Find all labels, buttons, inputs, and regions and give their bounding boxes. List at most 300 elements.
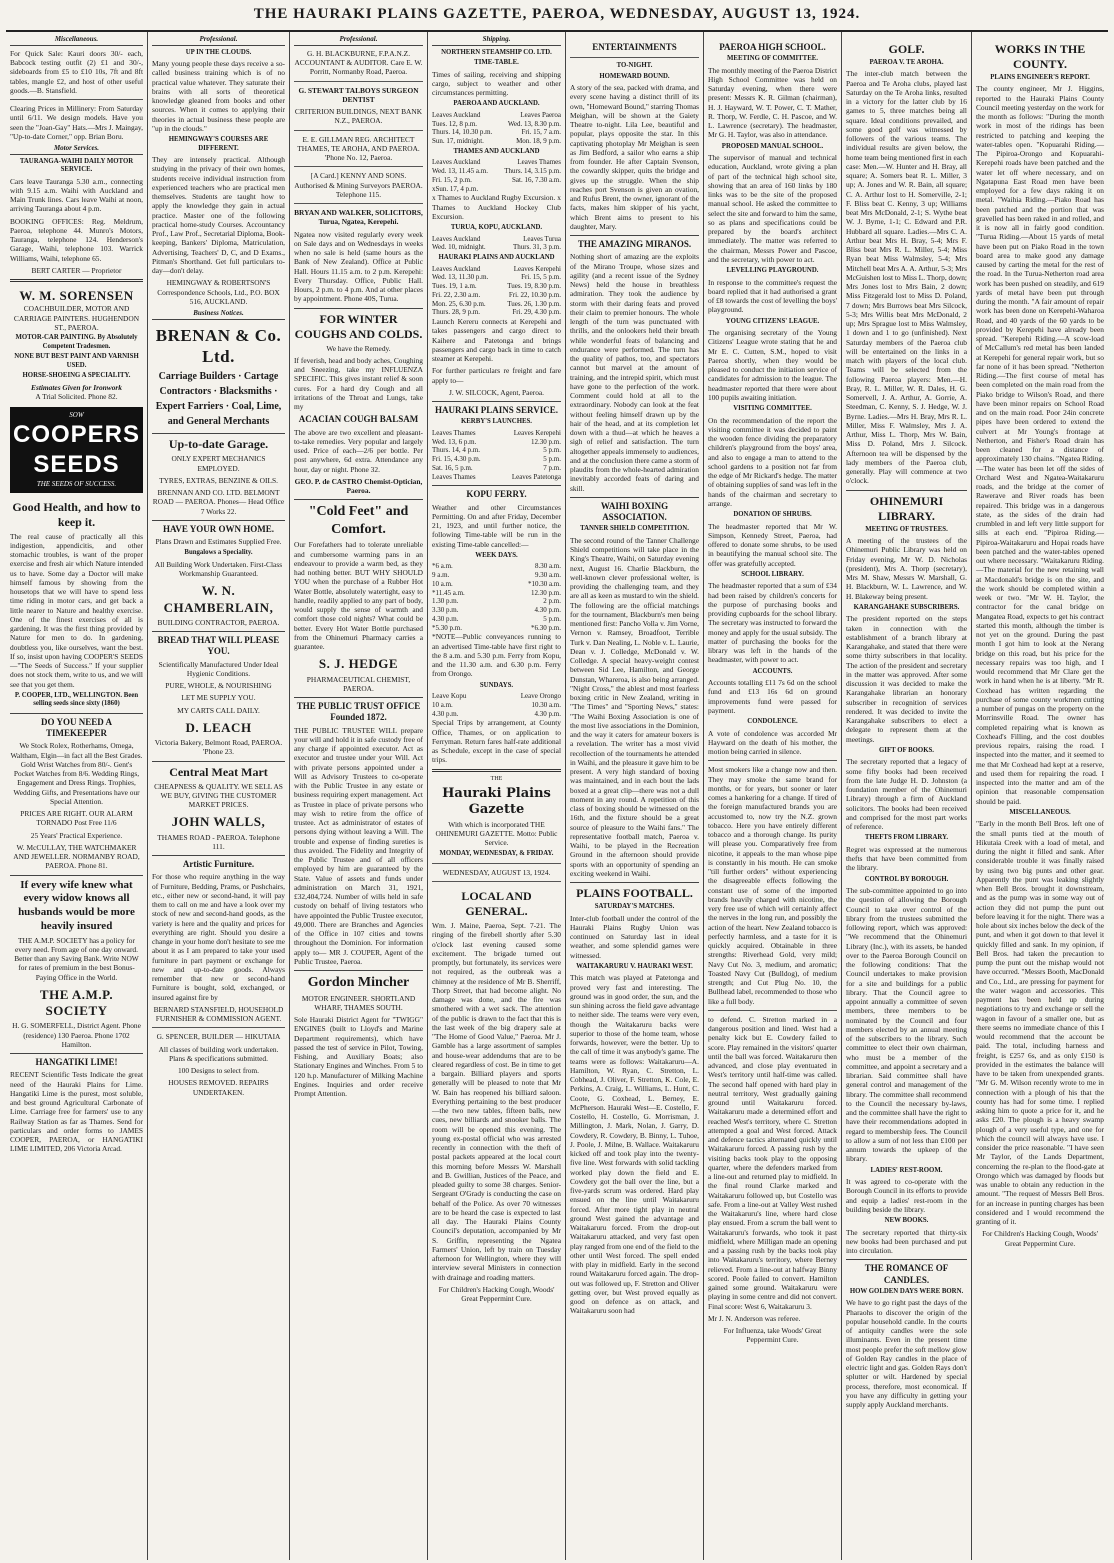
tanner-heading: TANNER SHIELD COMPETITION. [580, 525, 689, 533]
kenny: [A Card.] KENNY AND SONS. Authorised & Mining Surveyors PAEROA. Telephone 115. [294, 171, 423, 199]
timetable-cell: 2 p.m. [543, 597, 561, 606]
blackburne: G. H. BLACKBURNE, F.P.A.N.Z. ACCOUNTANT & AUDITOR. Care E. W. Porritt, Normanby Road, Paeroa. [294, 48, 423, 77]
trustees-meeting: MEETING OF TRUSTEES. [865, 525, 948, 533]
spencer-body: All classes of building work undertaken. Plans & specifications submitted. [158, 1044, 279, 1063]
timetable-cell: 12.30 p.m. [531, 437, 561, 446]
brenan-address: BRENNAN AND CO. LTD. BELMONT ROAD — PAEROA. Phones— Head Office 7 Works 22. [152, 488, 285, 516]
pure-whole: PURE, WHOLE, & NOURISHING [165, 681, 272, 691]
library-heading: SCHOOL LIBRARY. [741, 570, 804, 578]
timetable-cell: xSun. 17, 4 p.m. [432, 184, 479, 193]
visiting-heading: VISITING COMMITTEE. [733, 405, 812, 413]
timetable-row [432, 300, 561, 309]
timetable-row [432, 282, 561, 291]
section-label: Motor Services. [10, 144, 143, 155]
timekeeper-body: We Stock Rolex, Rotherhams, Omega, Waltham, Elgin—in fact all the Best Grades. Gold Wrist Watches from 80/-. Gent's Pocket Watches from 8/6. Wedding Rings, Engagement and Dress Rings. Trophies, Wedding Gifts, and Presentations have our Special Attention. [10, 741, 143, 806]
condolence-heading: CONDOLENCE. [747, 718, 798, 726]
ta-heading: THAMES AND AUCKLAND [453, 147, 540, 155]
chamberlain-sub: BUILDING CONTRACTOR, PAEROA. [157, 617, 280, 627]
section-label: Business Notices. [152, 309, 285, 320]
timetable-row [432, 128, 561, 137]
timekeeper-heading: DO YOU NEED A TIMEKEEPER [10, 713, 143, 740]
timetable-cell: Leaves Thames [517, 158, 561, 167]
timetable-cell: Fri. 15, 5 p.m. [521, 273, 561, 282]
engineer-report: PLAINS ENGINEER'S REPORT. [990, 74, 1090, 81]
silcock: J. W. SILCOCK, Agent, Paeroa. [448, 387, 545, 397]
timetable-row [432, 176, 561, 185]
clouds-body: Many young people these days receive a so-called business training which is of no practical value whatever. They saturate their brains with all sorts of theoretical knowledge gleaned from books and other sources. When it comes to applying their theories in actual business these people are "up in the clouds." [152, 59, 285, 133]
hemingway-heading: HEMINGWAY'S COURSES ARE DIFFERENT. [168, 136, 269, 152]
timetable-row [432, 291, 561, 300]
kopu-heading: KOPU FERRY. [432, 485, 561, 500]
timetable-cell: Thurs. 14, 3.15 p.m. [504, 167, 561, 176]
timetable-cell: Mon. 18, 9 p.m. [516, 137, 561, 146]
winter-body: If feverish, head and body aches, Coughing and Sneezing, take my INFLUENZA SPECIFIC. This gives instant relief & soon cures. For a hard dry Cough and all irritations of the Throat and Lungs, take my [294, 355, 423, 411]
wk-body: This match was played at Patetonga and proved very fast and interesting. The ground was in good order, the sun, and the sun shining across the field gave advantage to neither side. The teams were very even, though the Waitakaruru backs were superior to those of the home team, whose forwards, however, were the better. Up to the call of time it was anybody's game. The teams were as follows: Waitakaruru—A. Hamilton, W. Ryan, C. Stretton, L. Cobhead, J. Oliver, F. Stretton, K. Cole, E. Perkins, A. Craig, L. Williams, L. Hunt, C. Coote, G. Coxhead, L. Berney, E. McPherson. Hauraki West—E. Costello, F. Costello, H. Costello, G. Morrisman, J. Millington, J. Mark, Nolan, J. Garry, D. Cowdery, R. Cowdery, B. Binny, L. Tuhoe, J. Poole, J. Milne, B. Wallace. Waitakaruru kicked off and took play into the twenty-five line. West forwards with solid tackling worked play down the field and E. Cowdery got the ball over the line, but a five-yards scrum was ordered. Hard play ensued on the line until Waitakaruru forced. After more tight play in neutral ground West gained the advantage and Waitakaruru forced. From the drop-out Waitakaruru attacked, and very fast open play ranged from one end of the field to the other until West forced. The spell ended with play in midfield. Early in the second round Waitakaruru forced again. The drop-out was followed up, F. Stretton and Oliver getting over, but West proved equally as good on defence as on attack, and Waitakaruru soon had [570, 973, 699, 1316]
publication-days: MONDAY, WEDNESDAY, & FRIDAY. [439, 850, 554, 858]
hp-heading: HAURAKI PLAINS AND AUCKLAND [438, 254, 555, 262]
cooper-ltd: P. COOPER, LTD., WELLINGTON. Been selling seeds since sixty (1860) [14, 691, 139, 708]
gift-heading: GIFT OF BOOKS. [879, 746, 934, 754]
timetable-cell: 3.30 p.m. [432, 606, 459, 615]
golf-heading: GOLF. [888, 42, 925, 56]
carts-call: MY CARTS CALL DAILY. [177, 705, 260, 715]
timetable-cell: Leave Orongo [520, 692, 561, 701]
kauri-ad: For Quick Sale: Kauri doors 30/- each, Babcock testing outfit (2) £1 and 30/-, sideboards from £5 to £10 10s, 7ft and 8ft tables, mangle £2, and host of other useful goods.—B. Stansfield. [10, 48, 143, 95]
timetable-cell: 5 p.m. [543, 446, 561, 455]
shrubs-heading: DONATION OF SHRUBS. [733, 511, 812, 519]
bread-body: Scientifically Manufactured Under Ideal Hygienic Conditions. [158, 659, 279, 678]
column-2 [148, 32, 290, 1560]
manual-heading: PROPOSED MANUAL SCHOOL. [721, 142, 824, 150]
timetable-cell: Leaves Thames [432, 472, 476, 481]
weekdays-heading: WEEK DAYS. [475, 551, 518, 559]
furniture-body: For those who require anything in the way of Furniture, Bedding, Prams, or Pushchairs, etc., either new or second-hand, it will pay them to call on me and have a look over my stock of new and second-hand goods, as the variety is here and the quality and prices for everything are right. Should you desire a change in your home don't hesitate to see me about it as I am prepared to take your used furniture in part payment or exchange for new and up-to-date goods. Always remember that new or second-hand Furniture is bought, sold, exchanged, or insured against fire by [152, 872, 285, 1002]
bread-heading: BREAD THAT WILL PLEASE YOU. [152, 631, 285, 658]
timetable-row [432, 308, 561, 317]
timetable-row [432, 120, 561, 129]
football-body: Inter-club football under the control of the Hauraki Plains Rugby Union was continued on Saturday last in ideal weather, and some splendid games were witnessed. [570, 913, 699, 960]
timetable-cell: Leaves Patetonga [511, 472, 561, 481]
league-heading: YOUNG CITIZENS' LEAGUE. [725, 317, 820, 325]
timetable-cell: Thurs. 31, 3 p.m. [512, 243, 561, 252]
horse-shoeing: HORSE-SHOEING A SPECIALITY. [22, 372, 131, 380]
timetable-cell: 9.30 a.m. [534, 571, 561, 580]
ladies-heading: LADIES' REST-ROOM. [870, 1166, 943, 1174]
timetable-cell: Sat. 16, 7.30 a.m. [512, 175, 561, 184]
garage-heading: Up-to-date Garage. [152, 433, 285, 452]
timetable-heading: TIME-TABLE. [474, 59, 519, 67]
timetable-cell: Leaves Turua [523, 234, 561, 243]
lime-body: RECENT Scientific Tests Indicate the great need of the Hauraki Plains for Lime. Hangatiki Lime is the purest, most soluble, and best ground Agricultural Carbonate of Lime. Carriage free for farmers' use to any Railway Station as far as Thames. Send for particulars and order forms to JAMES COOPER, PAEROA, or HANGATIKI LIME LIMITED, 206 Victoria Arcad. [10, 1070, 143, 1154]
tk-heading: TURUA, KOPU, AUCKLAND. [450, 224, 543, 232]
timetable-cell: 7 p.m. [543, 463, 561, 472]
tauranga-body: Cars leave Tauranga 5.30 a.m., connecting with 9.15 a.m. Waihi with Auckland and Main Trunk lines. Cars leave Waihi at noon, arriving Tauranga about 4 p.m. [10, 176, 143, 214]
level-heading: LEVELLING PLAYGROUND. [726, 267, 819, 275]
issue-date: WEDNESDAY, AUGUST 13, 1924. [442, 867, 551, 877]
timetable-cell: 4.30 p.m. [432, 709, 459, 718]
trustee-body: THE PUBLIC TRUSTEE WILL prepare your will and hold it in safe custody free of any charge if appointed executor. Act as executor and trustee under your Will. Act with private persons appointed under a Will as Advisory Trustees to co-operate with the Public Trustee in any estate or business requiring expert management. Act as Trustee in place of private persons who may wish to retire from the office of trustee. Act as administrator of estates of persons dying without leaving a Will. The trouble and expense of finding sureties is thus avoided. The Fidelity and Integrity of the Public Trustee and of all officers employed by him are guaranteed by the State. Value of assets and funds under administration on March 31, 1921, £32,404,724. Number of wills held in safe custody on behalf of living testators who have appointed the Public Trustee executor, 49,000. There are Branches and Agencies of the Office in 107 cities and towns throughout the Dominion. For information apply to— MR J. COUPER, Agent of the Public Trustee, Paeroa. [294, 725, 424, 966]
timetable-cell: 9 a.m. [432, 571, 450, 580]
timetable-cell: Thurs. 14, 10.30 p.m. [432, 128, 493, 137]
local-body: Wm. J. Maine, Paeroa, Sept. 7-21. The ringing of the firebell shortly after 5.30 o'clock last evening caused some excitement. The brigade turned out promptly, but fortunately, its services were not required, as the outbreak was a chimney at the residence of Mr B. Sherriff, Thorp Street, that had become alight. No damage was done, and the fire was smothered with a wet sack. The attention of the public is drawn to the fact that this is the last week of the big drapery sale at "The Home of Good Value," Paeroa. Mr J. Gamble has a large assortment of samples and house-wear addendums that are to be cleared regardless of cost. Be in time to get a bargain. Billiard players and sports generally will be pleased to note that Mr W. Bain has reopened his billiard saloon. Everything pertaining to the best producer—the two new tables, fifteen balls, new cues, new billiards and snooker balls. The room will be opened this evening. The young ex-postal official who was arrested recently in connection with the theft of postal packets appeared at the local court this morning before Messrs W. Marshall and B. Gwillian, Justices of the Peace, and pleaded guilty to some 38 charges. Senior-Sergeant O'Grady is conducting the case on behalf of the Police. As over 70 witnesses are to be heard the case is expected to last all day. The Hauraki Plains County Council's deputation, accompanied by Mr S. Griffin, representing the Ngatea Farmers' Union, left by train on Tuesday afternoon for Wellington, where they will interview several Ministers in connection with drainage and roading matters. [432, 921, 561, 1282]
timetable-cell: *10.30 a.m. [527, 579, 561, 588]
control-heading: CONTROL BY BOROUGH. [864, 875, 949, 883]
millinery-ad: Clearing Prices in Millinery: From Saturday until 6/11. We design models. Have you seen the "Joan-Gay" Hats.—Mrs J. Maingay, "Up-to-date Corner," opp. Brian Boru. [10, 104, 143, 141]
leach-address: Victoria Bakery, Belmont Road, PAEROA. 'Phone 23. [154, 738, 283, 757]
launch-note: Launch Kereru connects at Kerepehi and takes passengers and cargo direct to Kaihere and Patetonga and brings passengers and cargo back in time to catch steamer at Kerepehi. [432, 317, 561, 364]
houses-removed: HOUSES REMOVED. REPAIRS UNDERTAKEN. [168, 1078, 269, 1097]
timetable-row [432, 235, 561, 244]
pa-table [432, 111, 561, 146]
talboys: G. STEWART TALBOYS SURGEON DENTIST [298, 85, 419, 104]
walls-name: JOHN WALLS, [171, 814, 266, 830]
timetable-row [432, 571, 561, 580]
spencer: G. SPENCER, BUILDER — HIKUTAIA [156, 1032, 281, 1042]
home-heading: HAVE YOUR OWN HOME. [152, 520, 285, 535]
timetable-row [432, 273, 561, 282]
winter-sub: We have the Remedy. [326, 343, 391, 353]
thefts-heading: THEFTS FROM LIBRARY. [864, 834, 949, 842]
coopers-tagline: THE SEEDS OF SUCCESS. [36, 479, 117, 488]
column-1 [6, 32, 148, 1560]
column-4 [428, 32, 566, 1560]
hemingway-body: They are intensely practical. Although studying in the privacy of their own homes, students receive individual instruction from experienced teachers who are practical men themselves. Students are taught how to apply the knowledge they gain in actual practice. Master one of the following practical home-study Courses. Accountancy Prof., Law Prof., Secretarial Diploma, Book-keeping, Bankers' Diploma, Matriculation, Advertising, Teachers' D, C, and D Exams., Pitman's Shorthand. Get full particulars to-day—don't delay. [152, 155, 285, 276]
league-body: The organising secretary of the Young Citizens' League wrote stating that he and Mr E. C. Cutten, S.M., hoped to visit Paeroa shortly, when they would be pleased to conduct the initiation service of candidates for admission to the league. The headmaster reported that there were about 100 pupils awaiting initiation. [708, 328, 837, 402]
timetable-note: Times of sailing, receiving and shipping cargo, subject to weather and other circumstances permitting. [432, 69, 561, 98]
timetable-cell: Wed. 10, midnight. [432, 243, 486, 252]
chamberlain-name: W. N. CHAMBERLAIN, [163, 583, 274, 615]
timetable-cell: 1.30 p.m. [432, 597, 459, 606]
timetable-cell: Fri. 22, 10.30 p.m. [508, 290, 561, 299]
castro: GEO. P. de CASTRO Chemist-Optician, Paeroa. [294, 476, 423, 495]
timetable-row [432, 624, 561, 633]
timetable-cell: *6.30 p.m. [531, 623, 561, 632]
mirano-body: Nothing short of amazing are the exploits of the Mirano Troupe, whose sizes and agility (and a recent issue of the Sydney News) held the house in breathless admiration. They took the audience by storm with their daring feats and proved their claim to premier honours. The whole length of the turn was punctuated with thrills, and the onlookers held their breath while wonderful feats of balancing and endurance were performed. The turn has the quality of pathos, too, and spectators cannot but marvel at the amount of training, and the intrepid spirit, which must have gone to the perfection of the work. Comment could hold at all to the extraordinary. Nobody can look at the feat without feeling himself drawn up by the hair of the head, and at its completion let down with a thud—at which he heaves a sigh of relief and satisfaction. The turn altogether appeals immensely to audiences, and at the conclusion there came a storm of plaudits from the whole-hearted admiration inevitably accorded feats of daring and skill. [570, 252, 699, 493]
mincher-body: Sole Hauraki District Agent for "TWIGG" ENGINES (built to Lloyd's and Marine Department requirements), which have passed the test of service in Pilot, Towing, Fishing, and Auxiliary Boats; also Stationary Engines and Winches. From 5 to 120 h.p. Manufacturer of Milking Machine Engines. Inquiries and order receive Prompt Attention. [294, 1015, 423, 1098]
hp-table [432, 265, 561, 318]
timetable-cell: 8.30 a.m. [534, 562, 561, 571]
level-body: In response to the committee's request the board replied that it had authorised a grant of £8 towards the cost of levelling the boys' playground. [708, 277, 838, 315]
acacian-body: The above are two excellent and pleasant-to-take remedies. Very popular and largely used. Price of each—2/6 per bottle. Per post anywhere, 6d extra. Attendance any hour, day or night. Phone 32. [294, 427, 423, 474]
timetable-row [432, 429, 561, 438]
column-7 [842, 32, 972, 1560]
thefts-body: Regret was expressed at the numerous thefts that have been committed from the library. [846, 844, 967, 873]
timetable-row [432, 692, 561, 701]
timetable-cell: 5 p.m. [543, 455, 561, 464]
candles-heading: THE ROMANCE OF CANDLES. [846, 1259, 967, 1286]
high-school-heading: PAEROA HIGH SCHOOL. [719, 42, 826, 52]
column-3 [290, 32, 428, 1560]
timetable-cell: 10.30 a.m. [531, 700, 561, 709]
further-note: For further particulars re freight and fare apply to— [432, 366, 561, 385]
trustee-heading: THE PUBLIC TRUST OFFICE Founded 1872. [294, 697, 423, 724]
timetable-row [432, 446, 561, 455]
hedge-name: S. J. HEDGE [318, 656, 399, 672]
estimates: Estimates Given for Ironwork [31, 382, 122, 392]
timetable-cell: Fri. 15, 7 a.m. [521, 128, 561, 137]
new-books-body: The secretary reported that thirty-six new books had been purchased and put into circulation. [846, 1227, 967, 1256]
entertainments-heading: ENTERTAINMENTS [592, 42, 677, 52]
timetable-row [432, 562, 561, 571]
leach-name: D. LEACH [185, 719, 252, 735]
mincher-sub: MOTOR ENGINEER. SHORTLAND WHARF, THAMES SOUTH. [301, 993, 416, 1012]
somerfell: H. G. SOMERFELL, District Agent. Phone (residence) 130 Paeroa. Phone 1702 Hamilton. [12, 1021, 141, 1049]
timetable-cell: Leaves Auckland [432, 234, 481, 243]
column-6 [704, 32, 842, 1560]
timetable-cell: Fri. 29, 4.30 p.m. [512, 308, 561, 317]
walls-address: THAMES ROAD - PAEROA. Telephone 111. [157, 832, 280, 851]
gift-body: The secretary reported that a legacy of some fifty books had been received from the late Judge H. D. Johnston (a foundation member of the Ohinemuri Library) through a firm of Auckland solicitors. The books had been received and comprised for the most part works of reference. [846, 757, 967, 832]
children-cough: For Children's Hacking Cough, Woods' Great Peppermint Cure. [438, 1284, 555, 1304]
section-label: Professional. [294, 35, 423, 46]
timetable-cell: Leaves Paeroa [520, 110, 561, 119]
timetable-row [432, 158, 561, 167]
prices-right: PRICES ARE RIGHT. OUR ALARM TORNADO Post Free 11/6 [20, 809, 133, 828]
timetable-cell: 5 p.m. [543, 614, 561, 623]
timetable-cell: Fri. 15, 4.30 p.m. [432, 455, 481, 464]
children-cough: For Children's Hacking Cough, Woods' Great Peppermint Cure. [982, 1229, 1098, 1248]
section-label: Miscellaneous. [10, 35, 143, 46]
hedge-sub: PHARMACEUTICAL CHEMIST, PAEROA. [306, 674, 411, 693]
timetable-row [432, 455, 561, 464]
condolence-body: A vote of condolence was accorded Mr Hayward on the death of his mother, the motion being carried in silence. [708, 728, 837, 757]
tauranga-heading: TAURANGA-WAIHI DAILY MOTOR SERVICE. [19, 157, 134, 174]
rugby-note: x Thames to Auckland Rugby Excursion. x Thames to Auckland Hockey Club Excursion. [432, 193, 561, 221]
masthead: THE HAURAKI PLAINS GAZETTE, PAEROA, WEDNESDAY, AUGUST 13, 1924. [6, 6, 1108, 32]
golden-days: HOW GOLDEN DAYS WERE BORN. [849, 1287, 964, 1295]
homeward-heading: HOMEWARD BOUND. [599, 72, 670, 80]
cold-feet-heading: "Cold Feet" and Comfort. [294, 499, 423, 538]
accounts-body: Accounts totalling £11 7s 6d on the school fund and £13 16s 6d on ground improvements fund were passed for payment. [708, 678, 837, 715]
timetable-cell: Leaves Auckland [432, 158, 481, 167]
timetable-cell: Wed. 13, 11.30 p.m. [432, 273, 489, 282]
timetable-row [432, 710, 561, 719]
timetable-cell: *6 a.m. [432, 562, 453, 571]
golf-sub: PAEROA V. TE AROHA. [869, 59, 944, 66]
nameplate-sub: With which is incorporated THE OHINEMURI GAZETTE. Motto: Public Service. [435, 819, 558, 848]
timetable-row [432, 580, 561, 589]
misc-body: "Early in the month Bell Bros. left one of the small punts tied at the mouth of Hikutaia Creek with a load of metal, and during the night it filled and sank. After considerable trouble it was finally raised by using two big punts and other gear. Apparently the punt was leaking slightly when Bell Bros. brought it downstream, and as the pump was in some way out of action they did not pump the punt out before leaving it for the night. There was a hole about six inches below the deck of the punt, and when it got down to that level it quickly filled and sank. In my opinion, if Bell Bros. had taken the precaution to pump the punt out the mishap would not have occurred. "Messrs Booth, MacDonald and Co., Ltd., are pressing for payment for the water wagon and accessories. This payment has been held up during negotiations to try and exchange or sell the wagon in favour of a smaller one, but as there seems no immediate chance of this I would recommend that the account be paid. The total, including harness and freight, is £257 6s, and as only £150 is provided in the estimates the balance will have to be taken from unexpended grants. "Mr G. M. Wilson recently wrote to me in connection with a plough of his that the county has had for some time. I replied asking him to quote a price for it, and he asks £20. The plough is a heavy swamp plough of a very useful type, and one for which the council will always have use. I consider the price reasonable. "I have seen Mr Taylor, of the Lands Department, concerning the re-plan to the flood-gate at Orongo which was damaged by floods but was unable to obtain any reduction in the amount. "The request of Messrs Bell Bros. for an increase in punting charges has been considered and I would recommend the granting of it. [976, 819, 1104, 1227]
timetable-cell: 4.30 p.m. [432, 614, 459, 623]
timetable-row [432, 111, 561, 120]
committee-meeting: MEETING OF COMMITTEE. [727, 55, 818, 63]
column-5 [566, 32, 704, 1560]
timetable-cell: Thurs. 14, 4 p.m. [432, 446, 481, 455]
shrubs-body: The headmaster reported that Mr W. Simpson, Kennedy Street, Paeroa, had offered to donate some shrubs, to be used in beautifying the manual school site. The offer was gratefully accepted. [708, 521, 837, 568]
sorensen-name: W. M. SORENSEN [19, 288, 134, 304]
clouds-heading: UP IN THE CLOUDS. [185, 48, 252, 56]
waihi-boxing-heading: WAIHI BOXING ASSOCIATION. [570, 497, 699, 524]
amp-body: THE A.M.P. SOCIETY has a policy for every need. From age of one day onward. Better than any Saving Bank. Write NOW for rates of premium in the best Bonus-Paying Office in the World. [14, 935, 139, 982]
timetable-cell: Fri. 22, 2.30 a.m. [432, 290, 481, 299]
coopers-seeds-ad [10, 407, 143, 493]
cold-feet-body: Our Forefathers had to tolerate unreliable and cumbersome warming pans in an endeavour to provide a warm bed, as they had nothing better. BUT WHY SHOULD YOU when the purchase of a Rubber Hot Water Bottle, absolutely watertight, easy to handle, readily applied to any part of body, would supply the sense of warmth and comfort those cold nights? What could be better. Every Hot Water Bottle purchased from the Ohinemuri Pharmacy carries a guarantee. [294, 540, 423, 651]
works-heading: WORKS IN THE COUNTY. [994, 42, 1086, 71]
timetable-cell: Leaves Auckland [432, 110, 481, 119]
designs: 100 Designs to select from. [177, 1066, 260, 1076]
timetable-cell: Thurs. 28, 9 p.m. [432, 308, 481, 317]
misc-heading: MISCELLANEOUS. [1009, 808, 1071, 816]
karangahake-heading: KARANGAHAKE SUBSCRIBERS. [853, 603, 960, 611]
sundays-heading: SUNDAYS. [479, 681, 514, 689]
weekdays-table [432, 562, 561, 632]
library-body: The headmaster reported that a sum of £34 had been raised by children's concerts for the purpose of purchasing books and providing cupboards for the school library. The secretary was instructed to forward the money and apply for the usual subsidy. The matter of purchasing the books for the library was left in the hands of the headmaster, with power to act. [708, 581, 837, 665]
timetable-cell: Sat. 16, 5 p.m. [432, 463, 473, 472]
meat-heading: Central Meat Mart [152, 761, 285, 780]
timetable-row [432, 597, 561, 606]
meat-body: CHEAPNESS & QUALITY. WE SELL AS WE BUY, GIVING THE CUSTOMER MARKET PRICES. [154, 781, 283, 810]
section-label: Professional. [152, 35, 285, 46]
timetable-row [432, 464, 561, 473]
timetable-cell: Wed. 13, 6 p.m. [432, 437, 477, 446]
wife-heading: If every wife knew what every widow knows all husbands would be more heavily insured [10, 875, 143, 934]
timetable-cell: Leaves Kerepehi [513, 428, 561, 437]
wk-heading: WAITAKARURU V. HAURAKI WEST. [576, 962, 693, 970]
criterion: CRITERION BUILDINGS, NEXT BANK N.Z., PAEROA. [294, 107, 423, 126]
homeward-body: A story of the sea, packed with drama, and every scene having a distinct thrill of its own, "Homeward Bound," starring Thomas Meighan, will be shown at the Gaiety Theatre to-night. Lila Lee, beautiful and popular, plays opposite the star. In this captivating photoplay Mr Meighan is seen as Jim Bedford, a sailor who earns a ship from founder. He after Captain Svenson, the cowardly skipper, quits the bridge and gives up the struggle. When the ship reaches port Svenson is given an ovation, and Rufus Brent, the owner, ignorant of the facts, makes him skipper of his yacht, which Brent aims to present to his daughter, Mary. [570, 83, 699, 231]
tanner-body: The second round of the Tanner Challenge Shield competitions will take place in the King's Theatre, Waihi, on Saturday evening next, August 16. Charlie Blackburn, the well-known clever professional welter, is providing the challenging team, and they are all as keen as mustard to win the shield. The following are the official matchings for the tournament, Blackburn's men being mentioned first: Pancho Volla v. Jim Vorne, Vernon v. Ramsey, Broadfoot, Terrible Turk v. Dan Nealing, L. Noble v. L. Laurie, Dean v. J. Colledge, McDonald v. W. Colledge. A special heavy-weight contest between Sid Lee, Hamilton, and George Dunstan, Whareroa, is also being arranged. "Night Cross," the ablest and most fearless boxing critic in New Zealand, writing in "The Times" and "Sporting News," states: "The Waihi Boxing Association is one of the most live associations in the Dominion, and the way it caters for amateur boxers is a revelation. The writer has a most vivid recollection of the tournaments he attended in Waihi, and the pleasure it gave him to be present. A very high standard of boxing was maintained, and in each bout the lads boxed at a great clip—there was not a dull moment in any round. A repetition of this class of boxing should be witnessed on the 16th, and the fixture should be a great source of pleasure to the Waihi fans." The representative football match, Paeroa v. Waihi, to be played in the Recreation Ground in the afternoon should provide sports with an opportunity of spending an exciting weekend in Waihi. [570, 535, 699, 878]
winter-heading: FOR WINTER COUGHS AND COLDS. [294, 308, 423, 342]
tk-table [432, 235, 561, 253]
mechanics: ONLY EXPERT MECHANICS EMPLOYED. [171, 454, 266, 473]
library-heading: OHINEMURI LIBRARY. [846, 490, 967, 524]
kerby-table [432, 429, 561, 482]
timetable-cell: Tues. 26, 1.30 p.m. [507, 299, 561, 308]
smokers-body: Most smokers like a change now and then. They may smoke the same brand for months, or for years, but sooner or later comes a hankering for a change. If tired of the foreign manufactured brands you are accustomed to, now try the N.Z. grown tobacco. Here you have entirely different tobacco and a thorough change. Its purity will please you. Comparatively free from nicotine, it appeals to the man whose pipe is constantly in his mouth. He can smoke "till further orders" without experiencing the disagreeable effects following the constant use of some of the imported brands heavily charged with nicotine, the very free use of which will certainly affect the nerves in the long run, and possibly the action of the heart. New Zealand tobacco is perfectly harmless, and a taste for it is quickly acquired. Obtainable in three strengths: Riverhead Gold, very mild; Navy Cut No. 3, medium, and aromatic; Toasted Navy Cut (Bulldog), of medium strength; and Cut Plug No. 10, the Bullhead label, recommended to those who like a full body. [708, 765, 837, 1006]
ladies-body: It was agreed to co-operate with the Borough Council in its efforts to provide and equip a ladies' rest-room in the building beside the library. [846, 1177, 967, 1214]
timetable-row [432, 438, 561, 447]
brenan-name: BRENAN & Co. Ltd. [155, 325, 282, 367]
timetable-cell: Mon. 25, 6.30 p.m. [432, 299, 486, 308]
building-work: All Building Work Undertaken. First-Class Workmanship Guaranteed. [154, 559, 283, 579]
nss-heading: NORTHERN STEAMSHIP CO. LTD. [441, 48, 552, 56]
let-me-supply: LET ME SUPPLY YOU. [181, 693, 256, 703]
acacian: ACACIAN COUGH BALSAM [298, 414, 419, 425]
candles-body: We have to go right past the days of the Pharaohs to discover the origin of the popular household candle. In the courts of antiquity candles were the sole illuminants. Even in the present time most people prefer the soft mellow glow of Golden Ray candles in the place of electric light and gas. Golden Rays don't splutter or wilt. Hardened by special process, therefore, most economical. If you have any difficulty in getting your supply apply Auckland merchants. [846, 1298, 967, 1410]
sundays-table [432, 692, 561, 718]
tonight: TO-NIGHT. [616, 62, 653, 70]
timetable-cell: 12.30 p.m. [531, 588, 561, 597]
control-body: The sub-committee appointed to go into the question of allowing the Borough Council to take over control of the library from the trustees submitted the following report, which was approved: "We recommend that the Ohinemuri Library (Inc.), with its assets, be handed over to the Paeroa Borough Council on the following conditions: That the Council undertakes to make provision for a site and buildings for a public library. That the Council agree to appoint annually a committee of seven members, three members to be nominated by the Council and four members elected by an annual meeting of the subscribers to the library. Such committee to elect their own chairman, who must be a member of the committee, and appoint a secretary and a librarian. Said committee shall have general control and management of the library. The committee shall recommend to the Council the necessary by-laws, and the committee shall have the right to have their recommendations adopted in regard to membership fees. The Council to allow a sum of not less than £100 per annum towards the upkeep of the library. [846, 886, 967, 1164]
furniture-heading: Artistic Furniture. [152, 855, 285, 870]
accounts-heading: ACCOUNTS. [752, 667, 793, 675]
pa-heading: PAEROA AND AUCKLAND. [453, 100, 540, 108]
timetable-cell: Tues. 12, 8 p.m. [432, 119, 478, 128]
timetable-cell: Wed. 13, 11.45 a.m. [432, 167, 488, 176]
booking-offices: BOOKING OFFICES: Reg. Meldrum, Paeroa, telephone 44. Munro's Motors, Tauranga, telephone 124. Henderson's Garage, Waihi, telephone 103. Warrick Williams, Waihi, telephone 65. [10, 216, 143, 263]
health-body: The real cause of practically all this indigestion, appendicitis, and other stomachic troubles, is want of the proper exercise and fresh air which Nature intended us to have. Some day a Doctor will make himself famous by showing from the housetops that we will have to spend less time riding in motor cars, and get back a little nearer to Nature and healthy exercise. One of the finest exercises of all is gardening. It was the first thing provided by Nature for men to do. In gardening, doubtless you, like ourselves, want the best. If so, insist upon having COOPER'S SEEDS—"The Seeds of Success." If your supplier does not stock them, write to us, and we will see that you get them. [10, 531, 143, 689]
trial: A Trial Solicited. Phone 82. [35, 391, 118, 401]
years-experience: 25 Years' Practical Experience. [30, 830, 123, 840]
timetable-row [432, 589, 561, 598]
timetable-row [432, 265, 561, 274]
visiting-body: On the recommendation of the report the visiting committee it was decided to paint the wooden fence dividing the preparatory children's playground from the boys' area, and also to engage a man to attend to the school gardens to a position not far from the edge of Mr Rickard's hedge. The matter of obtaining supplies of sand was left in the hands of the chairman and secretary to arrange. [708, 415, 837, 508]
timetable-cell: *11.45 a.m. [432, 588, 465, 597]
ta-table [432, 158, 561, 193]
bryan-walker: BRYAN AND WALKER, SOLICITORS, Turua, Ngatea, Kerepehi. [294, 208, 423, 227]
timetable-cell: Fri. 15, 2 p.m. [432, 175, 472, 184]
sorensen-ad [10, 286, 143, 403]
timetable-row [432, 606, 561, 615]
timetable-cell: Leaves Thames [432, 428, 476, 437]
lime-heading: HANGATIKI LIME! [10, 1053, 143, 1068]
football-heading: PLAINS FOOTBALL. [570, 882, 699, 901]
timetable-row [432, 185, 561, 194]
home-body: Plans Drawn and Estimates Supplied Free. [155, 537, 282, 547]
ferry-note: *NOTE—Public conveyances running to an advertised Time-table have first right to the 8 a.m. and 5.30 p.m. Ferry from Kopu, and the 11.30 a.m. and 6.30 p.m. Ferry from Orongo. [432, 632, 561, 679]
bungalows: Bungalows a Speciality. [184, 549, 253, 557]
timetable-row [432, 473, 561, 482]
local-heading: LOCAL AND GENERAL. [461, 889, 532, 919]
coopers-top: SOW [69, 411, 84, 420]
hs-intro: The monthly meeting of the Paeroa District High School Committee was held on Saturday evening, when there were present: Messrs K. R. Gilman (chairman), H. J. Hayward, W. T. Power, C. T. Mather, R. Thorp, W. Ferdle, C. H. Pascoe, and W. L. Lawrence (secretary). The headmaster, Mr G. H. Taylor, was also in attendance. [708, 65, 837, 140]
works-body: The county engineer, Mr J. Higgins, reported to the Hauraki Plains County Council meeting yesterday on the work for the month as follows: "During the month work in most of the ridings has been restricted to patching and keeping the water-tables open. "Kopuarahi Riding.—The Pipiroa-Orongo and Kopuarahi-Kerepehi roads have been patched and the water let off where necessary, and on Ngatapuna East Road men have been employed for a few days raking it on metal. "Waihia Riding.—Piako Road has been patched and the portion that was gravelled has been raked in and rolled, and it is now all in fairly good condition. "Turua Riding.—About 15 yards of metal have been put on Piako Road in the town board area to make good any damage caused by carting the metal for the rest of the road. In the Turua-Netherton road area work has been pushed on steadily, and 619 yards of metal have been put through during the month. "A fair amount of repair work has been done on Kerepehi-Waharoa Road, and 40 yards of the 60 yards to be provided by Kerepehi have already been spread. "Kerepehi Riding.—A scow-load of McCallum's red metal has been landed at Kerepehi for general repair work, but so far none of it has been spread. "Netherton Riding.—The first course of metal has been completed on the main road from the Piako bridge to Wilson's Road, and there have been minor repairs on School Road and on the main road. Poor 24in concrete pipes have been ordered to extend the culvert at Mr Young's frontage at Netherton, and Fisher's Road drain has been cleaned for a distance of approximately 130 chains. "Ngatea Riding.—The water has been let off the sides of Orchard West and Ngatea-Waitakaruru roads, and the bridge at the corner of Rawerave and River roads has been repaired. This bridge was in a dangerous state, as the sides of the drain had crumbled in and left very little support for sills at each end. "Pipiroa Riding.—Pipiroa-Waitakaruru and Hopai roads have been patched and the water-tables opened out where necessary. "Waitakaruru Riding.—The material for the new retaining wall at Macdonald's bridge is on the site, and the work should be completed within a week or two. "Mr W. H. Taylor, the contractor for the canal bridge on Mangatea Road, expects to get his contract started this month, although the timber is not yet on the ground. During the past month I got him to look at the Nerang bridge on this road, but his price for the necessary repairs was too high, and I would recommend that Mr Clare get the work in hand when he is at liberty. "Mr R. Coxhead has written regarding the purchase of some county workmen cutting a number of pungas on the property on the Morrinsville Road. The owner has completed repairing what is known as Coxhead's Filling, and the cost doubles previous repairs, raising the road. I inspected into the matter, and it seemed to me that Mr Coxhead had kept at a reserve, and used them for repairing the road. I inspected into the matter and am of the opinion that reasonable compensation should be paid. [976, 84, 1104, 806]
football-continued: to defend. C. Stretton marked in a dangerous position and lined. West had a penalty kick but E. Cowdery failed to score. Play remained in the visitors' quarter until the ball was forced. Waitakaruru then advanced, and close play eventuated in West's territory until half-time was called. The second half opened with hard play in neutral territory, West gradually gaining ground until Waitakaruru forced. Waitakaruru made a determined effort and reached West's territory, where C. Stretton attempted a goal and West forced. Attack and defence tactics alternated quickly until Waitakaruru forced. A passing rush by the visiting backs took play to the opposing quarter, where the defenders marked from a line-out and returned play to midfield. In the final round Clarke marked and Waitakaruru followed up, but Costello was safe. From a line-out at Valley West rushed the Waitakaruru's line, where hard close play ensued. From a scrum the ball went to Waitakaruru's forwards, who took it past midfield, where Milligan made an opening and a passing rush by the backs took play into Waitakaruru's territory, where Berney relieved. From a line-out at halfway Binny scored. Poole failed to convert. Hamilton gained some ground. Waitakaruru were playing in some centre and did not convert. Final score: West 6, Waitakaruru 3. [708, 1014, 837, 1311]
timetable-row [432, 615, 561, 624]
timetable-cell: Tues. 19, 8.30 p.m. [507, 282, 561, 291]
influenza-ad: For Influenza, take Woods' Great Peppermint Cure. [723, 1326, 822, 1345]
health-heading: Good Health, and how to keep it. [12, 499, 141, 529]
coopers-logo: COOPERS SEEDS [12, 420, 141, 478]
manual-body: The supervisor of manual and technical education, Auckland, wrote giving a plan of part of the technical high school site, showing that an area of 160 links by 180 links was to be the site of the proposed manual school. He asked the committee to select the site and forward to him the same, so as plans and specifications could be prepared by the board's architect immediately. The matter was referred to the chairman, Messrs Power and Pascoe, and the secretary, with power to act. [708, 153, 837, 264]
timetable-cell: Tues. 19, 1 a.m. [432, 282, 477, 291]
tyres: TYRES, EXTRAS, BENZINE & OILS. [159, 475, 278, 485]
stansfield: BERNARD STANSFIELD, HOUSEHOLD FURNISHER & COMMISSION AGENT. [153, 1004, 284, 1024]
timetable-cell: Wed. 13, 8.30 p.m. [507, 119, 561, 128]
section-label: Shipping. [432, 35, 561, 46]
timetable-cell: Leaves Auckland [432, 264, 481, 273]
column-8 [972, 32, 1108, 1560]
brenan-list: Carriage Builders · Cartage Contractors · Blacksmiths · Expert Farriers · Coal, Lime, and General Merchants [155, 371, 282, 428]
hemingway-address: HEMINGWAY & ROBERTSON'S Correspondence Schools, Ltd., P.O. BOX 516, AUCKLAND. [157, 278, 280, 306]
timetable-row [432, 137, 561, 146]
timetable-cell: Sun. 17, midnight. [432, 137, 484, 146]
columns [6, 32, 1108, 1560]
kopu-body: Weather and other Circumstances Permitting. On and after Friday, December 21, 1923, and until further notice, the following Time-table will be run in the existing Time-table cancelled:— [432, 502, 561, 549]
hps-heading: HAURAKI PLAINS SERVICE. [432, 401, 561, 416]
timetable-row [432, 701, 561, 710]
library-body: A meeting of the trustees of the Ohinemuri Public Library was held on Friday evening, Mr W. D. Nicholas (president), Mrs A. Thorp (secretary), Mrs M. Shaw, Messrs W. Marshall, G. H. Blackburn, W. L. Lawrence, and W. H. Blakeway being present. [846, 536, 967, 601]
timetable-row [432, 167, 561, 176]
nameplate: Hauraki Plains Gazette [442, 786, 551, 818]
karangahake-body: The president reported on the steps taken in connection with the establishment of a branch library at Karangahake, and stated that there were some thirty subscribers in that locality. The action of the president and secretary in the matter was approved. After some discussion it was decided to make the Karangahake librarian an honorary subscriber in recognition of services rendered. It was decided to invite the Karangahake subscribers to elect a delegate to represent them at the meetings. [846, 614, 967, 744]
timetable-cell: Leaves Kerepehi [513, 264, 561, 273]
special-trips: Special Trips by arrangement, at County Office, Thames, or on application to Ferryman. Return fares half-rate additional as Schedule, except in the case of special trips. [432, 718, 561, 765]
golf-body: The inter-club match between the Paeroa and Te Aroha clubs, played last Saturday on the Te Aroha links, resulted in a victory for the latter club by 16 games to 5, three matches being all square. Ideal conditions prevailed, and some good golf was witnessed by followers of the various teams. The individual results are given below, the home team being mentioned first in each case: Men.—W. Hunter and H. Bray, all square; A. Somers beat R. L. Miller, 3 up; A. Jones and W. R. Bain, all square; C. A. Arthur lost to H. Somerville, 2-1; F. Bliss beat C. Kenny, 3 up; Williams beat Mrs McDonald, 2-1; S. Wythe beat W. J. Byrne, 1-1; C. Edward and P.R. Hubbard all square. Ladies.—Mrs C. A. Arthur beat Mrs H. Bray, 5-4; Mrs F. Bliss beat Mrs R. L. Miller, 5-4; Miss Ryan beat Miss Walmsley, 5-4; Mrs Mitchell beat Mrs A. A. Arthur, 5-3; Mrs McGuishen lost to Miss L. Thorp, down; Mrs Jones lost to Mrs Bain, 2 down; Miss Fitzgerald lost to Miss D. Poland, 7 down; Mrs Burrows beat Mrs Silcock, 5-3; Mrs Willis beat Mrs McDonald, 2 up; Mrs Sprague lost to Miss Walmsley, 1 down and 1 to go (unfinished). Next Saturday members of the Paeroa club will be entertained on the links in a match with players of the local club. Teams will be selected from the following Paeroa players: Men.—H. Bray, R. L. Miller, W. R. Dales, H. G. Somervell, J. A. Arthur, A. Gorrie, A. Steedman, C. Kenny, S. J. Hedge, W. J. Byrne. Ladies.—Mrs H. Bray, Mrs R. L. Miller, Miss F. Walmsley, Mrs J. A. Arthur, Miss L. Thorp, Mrs W. Bain, Miss D. Poland, Mrs J. Silcock. Afternoon tea will be dispensed by the lady members of the Paeroa club, generally. Play will commence at two o'clock. [846, 69, 967, 486]
kerby-heading: KERBY'S LAUNCHES. [460, 418, 532, 426]
timetable-cell: *5.30 p.m. [432, 623, 462, 632]
sorensen-body: COACHBUILDER, MOTOR AND CARRIAGE PAINTERS. HUGHENDON ST., PAEROA. [13, 304, 140, 332]
timetable-cell: 10 a.m. [432, 700, 453, 709]
gillman: E. E. GILLMAN REG. ARCHITECT THAMES, TE AROHA, AND PAEROA. 'Phone No. 12, Paeroa. [297, 134, 420, 162]
timetable-cell: Leave Kopu [432, 692, 467, 701]
proprietor: BERT CARTER — Proprietor [31, 265, 122, 275]
referee: Mr J. N. Anderson was referee. [708, 1313, 801, 1323]
mccullay: W. McCULLAY, THE WATCHMAKER AND JEWELLER. NORMANBY ROAD, PAEROA. Phone 81. [13, 842, 140, 871]
none-but-best: NONE BUT BEST PAINT AND VARNISH USED. [14, 353, 139, 369]
timetable-cell: 4.30 p.m. [534, 709, 561, 718]
bryan-body: Ngatea now visited regularly every week on Sale days and on Wednesdays in weeks when no sale is held (same hours as the Bank of New Zealand). Office at Public Hall. Hours 11.15 a.m. to 2 p.m. Kerepehi: Every Thursday. Office, Public Hall. Hours, 2 p.m. to 4 p.m. And at other places by appointment. Phone 40S, Turua. [294, 229, 423, 304]
motorcar-painting: MOTOR-CAR PAINTING. By Absolutely Competent Tradesmen. [15, 334, 138, 350]
saturday-matches: SATURDAY'S MATCHES. [594, 903, 675, 911]
mincher-heading: Gordon Mincher [294, 970, 423, 992]
amp-name: THE A.M.P. SOCIETY [39, 986, 114, 1019]
timetable-cell: 10 a.m. [432, 579, 453, 588]
new-books-heading: NEW BOOKS. [884, 1217, 929, 1225]
timetable-cell: 4.30 p.m. [534, 606, 561, 615]
nameplate-the: THE [490, 775, 503, 782]
timetable-row [432, 243, 561, 252]
